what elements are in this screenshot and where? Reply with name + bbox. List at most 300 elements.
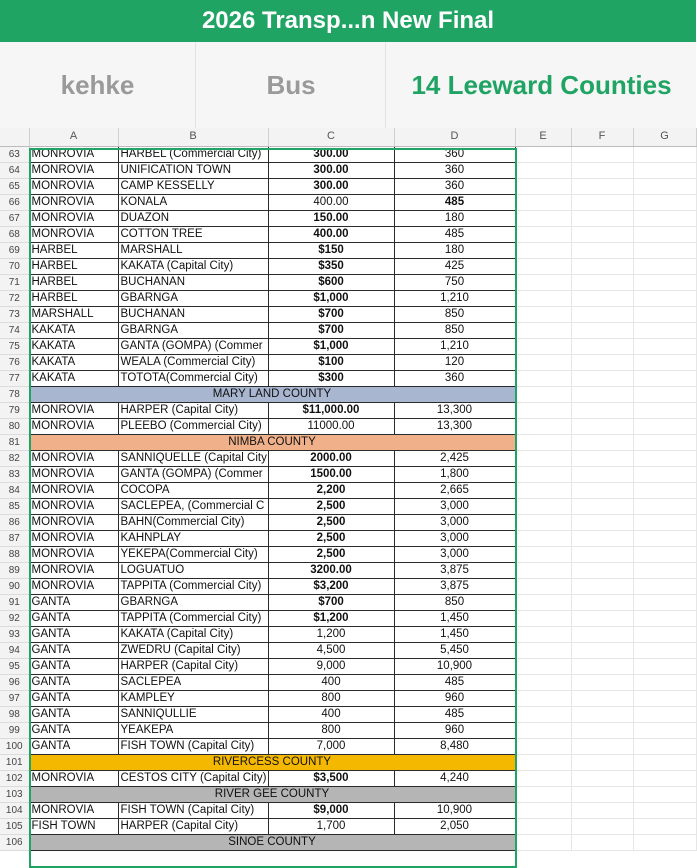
new-fare-cell[interactable]: 3,875 bbox=[394, 578, 515, 594]
empty-cell[interactable] bbox=[633, 834, 696, 850]
new-fare-cell[interactable]: 485 bbox=[394, 706, 515, 722]
empty-cell[interactable] bbox=[515, 594, 571, 610]
tab-kehke[interactable]: kehke bbox=[60, 69, 135, 100]
empty-cell[interactable] bbox=[571, 722, 633, 738]
row-number[interactable]: 76 bbox=[0, 354, 29, 370]
empty-cell[interactable] bbox=[571, 530, 633, 546]
empty-cell[interactable] bbox=[633, 306, 696, 322]
row-number[interactable]: 84 bbox=[0, 482, 29, 498]
empty-cell[interactable] bbox=[571, 482, 633, 498]
destination-cell[interactable]: COCOPA bbox=[118, 482, 268, 498]
empty-cell[interactable] bbox=[633, 162, 696, 178]
empty-cell[interactable] bbox=[515, 658, 571, 674]
new-fare-cell[interactable]: 485 bbox=[394, 226, 515, 242]
origin-cell[interactable]: GANTA bbox=[29, 594, 118, 610]
origin-cell[interactable]: MONROVIA bbox=[29, 194, 118, 210]
empty-cell[interactable] bbox=[633, 354, 696, 370]
empty-cell[interactable] bbox=[515, 354, 571, 370]
empty-cell[interactable] bbox=[515, 674, 571, 690]
row-number[interactable]: 69 bbox=[0, 242, 29, 258]
empty-cell[interactable] bbox=[571, 642, 633, 658]
empty-cell[interactable] bbox=[515, 610, 571, 626]
new-fare-cell[interactable]: 750 bbox=[394, 274, 515, 290]
destination-cell[interactable]: HARBEL (Commercial City) bbox=[118, 146, 268, 162]
empty-cell[interactable] bbox=[633, 610, 696, 626]
empty-cell[interactable] bbox=[571, 658, 633, 674]
new-fare-cell[interactable]: 8,480 bbox=[394, 738, 515, 754]
origin-cell[interactable]: MONROVIA bbox=[29, 418, 118, 434]
empty-cell[interactable] bbox=[571, 514, 633, 530]
row-number[interactable]: 74 bbox=[0, 322, 29, 338]
new-fare-cell[interactable]: 2,050 bbox=[394, 818, 515, 834]
row-number[interactable]: 65 bbox=[0, 178, 29, 194]
empty-cell[interactable] bbox=[633, 674, 696, 690]
destination-cell[interactable]: TOTOTA(Commercial City) bbox=[118, 370, 268, 386]
origin-cell[interactable]: HARBEL bbox=[29, 242, 118, 258]
origin-cell[interactable]: FISH TOWN bbox=[29, 818, 118, 834]
new-fare-cell[interactable]: 850 bbox=[394, 594, 515, 610]
new-fare-cell[interactable]: 850 bbox=[394, 322, 515, 338]
fare-cell[interactable]: 3200.00 bbox=[268, 562, 394, 578]
empty-cell[interactable] bbox=[633, 818, 696, 834]
new-fare-cell[interactable]: 10,900 bbox=[394, 658, 515, 674]
row-number[interactable]: 93 bbox=[0, 626, 29, 642]
destination-cell[interactable]: WEALA (Commercial City) bbox=[118, 354, 268, 370]
empty-cell[interactable] bbox=[633, 418, 696, 434]
destination-cell[interactable]: SACLEPEA, (Commercial C bbox=[118, 498, 268, 514]
new-fare-cell[interactable]: 3,000 bbox=[394, 514, 515, 530]
fare-cell[interactable]: $1,000 bbox=[268, 290, 394, 306]
empty-cell[interactable] bbox=[633, 690, 696, 706]
new-fare-cell[interactable]: 1,450 bbox=[394, 610, 515, 626]
empty-cell[interactable] bbox=[515, 466, 571, 482]
fare-cell[interactable]: $3,200 bbox=[268, 578, 394, 594]
empty-cell[interactable] bbox=[633, 642, 696, 658]
fare-cell[interactable]: $9,000 bbox=[268, 802, 394, 818]
empty-cell[interactable] bbox=[633, 770, 696, 786]
new-fare-cell[interactable]: 360 bbox=[394, 162, 515, 178]
empty-cell[interactable] bbox=[571, 290, 633, 306]
empty-cell[interactable] bbox=[515, 562, 571, 578]
destination-cell[interactable]: LOGUATUO bbox=[118, 562, 268, 578]
column-header-g[interactable]: G bbox=[633, 128, 696, 146]
fare-cell[interactable]: 800 bbox=[268, 722, 394, 738]
origin-cell[interactable]: GANTA bbox=[29, 738, 118, 754]
empty-cell[interactable] bbox=[633, 786, 696, 802]
row-number[interactable]: 64 bbox=[0, 162, 29, 178]
empty-cell[interactable] bbox=[515, 322, 571, 338]
destination-cell[interactable]: GANTA (GOMPA) (Commer bbox=[118, 466, 268, 482]
destination-cell[interactable]: GANTA (GOMPA) (Commer bbox=[118, 338, 268, 354]
empty-cell[interactable] bbox=[571, 594, 633, 610]
origin-cell[interactable]: MONROVIA bbox=[29, 226, 118, 242]
empty-cell[interactable] bbox=[633, 706, 696, 722]
column-header-d[interactable]: D bbox=[394, 128, 515, 146]
origin-cell[interactable]: GANTA bbox=[29, 706, 118, 722]
destination-cell[interactable]: MARSHALL bbox=[118, 242, 268, 258]
empty-cell[interactable] bbox=[633, 258, 696, 274]
fare-cell[interactable]: $150 bbox=[268, 242, 394, 258]
empty-cell[interactable] bbox=[515, 626, 571, 642]
row-number[interactable]: 101 bbox=[0, 754, 29, 770]
destination-cell[interactable]: SACLEPEA bbox=[118, 674, 268, 690]
empty-cell[interactable] bbox=[515, 258, 571, 274]
row-number[interactable]: 72 bbox=[0, 290, 29, 306]
origin-cell[interactable]: MONROVIA bbox=[29, 514, 118, 530]
row-number[interactable]: 97 bbox=[0, 690, 29, 706]
destination-cell[interactable]: CESTOS CITY (Capital City) bbox=[118, 770, 268, 786]
new-fare-cell[interactable]: 4,240 bbox=[394, 770, 515, 786]
empty-cell[interactable] bbox=[571, 322, 633, 338]
fare-cell[interactable]: $1,200 bbox=[268, 610, 394, 626]
destination-cell[interactable]: KONALA bbox=[118, 194, 268, 210]
empty-cell[interactable] bbox=[571, 706, 633, 722]
empty-cell[interactable] bbox=[515, 210, 571, 226]
column-header-b[interactable]: B bbox=[118, 128, 268, 146]
row-number[interactable]: 103 bbox=[0, 786, 29, 802]
origin-cell[interactable]: MONROVIA bbox=[29, 402, 118, 418]
fare-cell[interactable]: $700 bbox=[268, 594, 394, 610]
row-number[interactable]: 102 bbox=[0, 770, 29, 786]
empty-cell[interactable] bbox=[571, 402, 633, 418]
fare-cell[interactable]: $3,500 bbox=[268, 770, 394, 786]
column-header-a[interactable]: A bbox=[29, 128, 118, 146]
empty-cell[interactable] bbox=[571, 466, 633, 482]
destination-cell[interactable]: UNIFICATION TOWN bbox=[118, 162, 268, 178]
empty-cell[interactable] bbox=[515, 274, 571, 290]
empty-cell[interactable] bbox=[515, 578, 571, 594]
empty-cell[interactable] bbox=[633, 386, 696, 402]
empty-cell[interactable] bbox=[633, 434, 696, 450]
fare-cell[interactable]: $700 bbox=[268, 306, 394, 322]
row-number[interactable]: 63 bbox=[0, 146, 29, 162]
fare-cell[interactable]: 400 bbox=[268, 706, 394, 722]
empty-cell[interactable] bbox=[571, 226, 633, 242]
empty-cell[interactable] bbox=[571, 178, 633, 194]
county-section-header[interactable]: RIVERCESS COUNTY bbox=[29, 754, 515, 770]
empty-cell[interactable] bbox=[571, 146, 633, 162]
fare-cell[interactable]: $11,000.00 bbox=[268, 402, 394, 418]
empty-cell[interactable] bbox=[571, 802, 633, 818]
empty-cell[interactable] bbox=[571, 242, 633, 258]
empty-cell[interactable] bbox=[633, 738, 696, 754]
row-number[interactable]: 105 bbox=[0, 818, 29, 834]
empty-cell[interactable] bbox=[515, 338, 571, 354]
empty-cell[interactable] bbox=[633, 658, 696, 674]
empty-cell[interactable] bbox=[515, 482, 571, 498]
fare-cell[interactable]: 1,700 bbox=[268, 818, 394, 834]
empty-cell[interactable] bbox=[571, 626, 633, 642]
empty-cell[interactable] bbox=[515, 546, 571, 562]
destination-cell[interactable]: BAHN(Commercial City) bbox=[118, 514, 268, 530]
origin-cell[interactable]: GANTA bbox=[29, 690, 118, 706]
origin-cell[interactable]: GANTA bbox=[29, 722, 118, 738]
spreadsheet-grid[interactable] bbox=[0, 128, 696, 848]
empty-cell[interactable] bbox=[515, 194, 571, 210]
empty-cell[interactable] bbox=[633, 210, 696, 226]
row-number[interactable]: 98 bbox=[0, 706, 29, 722]
fare-cell[interactable]: 2,500 bbox=[268, 514, 394, 530]
empty-cell[interactable] bbox=[571, 610, 633, 626]
empty-cell[interactable] bbox=[571, 306, 633, 322]
fare-cell[interactable]: 2000.00 bbox=[268, 450, 394, 466]
empty-cell[interactable] bbox=[515, 162, 571, 178]
row-number[interactable]: 85 bbox=[0, 498, 29, 514]
new-fare-cell[interactable]: 1,210 bbox=[394, 290, 515, 306]
row-number[interactable]: 71 bbox=[0, 274, 29, 290]
row-number[interactable]: 66 bbox=[0, 194, 29, 210]
destination-cell[interactable]: COTTON TREE bbox=[118, 226, 268, 242]
empty-cell[interactable] bbox=[633, 290, 696, 306]
tab-14-leeward-counties[interactable]: 14 Leeward Counties bbox=[385, 42, 697, 128]
empty-cell[interactable] bbox=[571, 738, 633, 754]
empty-cell[interactable] bbox=[571, 754, 633, 770]
destination-cell[interactable]: YEAKEPA bbox=[118, 722, 268, 738]
empty-cell[interactable] bbox=[571, 162, 633, 178]
origin-cell[interactable]: KAKATA bbox=[29, 322, 118, 338]
empty-cell[interactable] bbox=[515, 498, 571, 514]
row-number[interactable]: 70 bbox=[0, 258, 29, 274]
empty-cell[interactable] bbox=[515, 818, 571, 834]
origin-cell[interactable]: HARBEL bbox=[29, 274, 118, 290]
empty-cell[interactable] bbox=[515, 722, 571, 738]
empty-cell[interactable] bbox=[633, 322, 696, 338]
new-fare-cell[interactable]: 960 bbox=[394, 722, 515, 738]
empty-cell[interactable] bbox=[571, 546, 633, 562]
destination-cell[interactable]: FISH TOWN (Capital City) bbox=[118, 802, 268, 818]
select-all-corner[interactable] bbox=[0, 128, 29, 146]
row-number[interactable]: 81 bbox=[0, 434, 29, 450]
fare-cell[interactable]: 1,200 bbox=[268, 626, 394, 642]
origin-cell[interactable]: MONROVIA bbox=[29, 498, 118, 514]
fare-cell[interactable]: $350 bbox=[268, 258, 394, 274]
row-number[interactable]: 91 bbox=[0, 594, 29, 610]
destination-cell[interactable]: GBARNGA bbox=[118, 322, 268, 338]
empty-cell[interactable] bbox=[571, 418, 633, 434]
origin-cell[interactable]: HARBEL bbox=[29, 290, 118, 306]
empty-cell[interactable] bbox=[515, 370, 571, 386]
empty-cell[interactable] bbox=[571, 450, 633, 466]
new-fare-cell[interactable]: 2,425 bbox=[394, 450, 515, 466]
new-fare-cell[interactable]: 3,000 bbox=[394, 546, 515, 562]
destination-cell[interactable]: GBARNGA bbox=[118, 290, 268, 306]
new-fare-cell[interactable]: 960 bbox=[394, 690, 515, 706]
row-number[interactable]: 96 bbox=[0, 674, 29, 690]
row-number[interactable]: 90 bbox=[0, 578, 29, 594]
origin-cell[interactable]: KAKATA bbox=[29, 354, 118, 370]
empty-cell[interactable] bbox=[515, 834, 571, 850]
origin-cell[interactable]: MONROVIA bbox=[29, 178, 118, 194]
fare-cell[interactable]: 2,200 bbox=[268, 482, 394, 498]
empty-cell[interactable] bbox=[633, 242, 696, 258]
empty-cell[interactable] bbox=[571, 834, 633, 850]
empty-cell[interactable] bbox=[515, 770, 571, 786]
empty-cell[interactable] bbox=[571, 210, 633, 226]
destination-cell[interactable]: DUAZON bbox=[118, 210, 268, 226]
new-fare-cell[interactable]: 850 bbox=[394, 306, 515, 322]
row-number[interactable]: 88 bbox=[0, 546, 29, 562]
fare-cell[interactable]: 2,500 bbox=[268, 498, 394, 514]
fare-cell[interactable]: 800 bbox=[268, 690, 394, 706]
new-fare-cell[interactable]: 10,900 bbox=[394, 802, 515, 818]
origin-cell[interactable]: HARBEL bbox=[29, 258, 118, 274]
tab-bus[interactable]: Bus bbox=[195, 42, 386, 128]
new-fare-cell[interactable]: 3,000 bbox=[394, 498, 515, 514]
new-fare-cell[interactable]: 425 bbox=[394, 258, 515, 274]
origin-cell[interactable]: MONROVIA bbox=[29, 146, 118, 162]
origin-cell[interactable]: MONROVIA bbox=[29, 162, 118, 178]
origin-cell[interactable]: MONROVIA bbox=[29, 546, 118, 562]
empty-cell[interactable] bbox=[571, 786, 633, 802]
fare-cell[interactable]: 4,500 bbox=[268, 642, 394, 658]
destination-cell[interactable]: SANNIQULLIE bbox=[118, 706, 268, 722]
empty-cell[interactable] bbox=[633, 562, 696, 578]
empty-cell[interactable] bbox=[571, 194, 633, 210]
fare-cell[interactable]: 400.00 bbox=[268, 194, 394, 210]
new-fare-cell[interactable]: 13,300 bbox=[394, 418, 515, 434]
empty-cell[interactable] bbox=[633, 370, 696, 386]
destination-cell[interactable]: KAHNPLAY bbox=[118, 530, 268, 546]
empty-cell[interactable] bbox=[633, 578, 696, 594]
new-fare-cell[interactable]: 1,800 bbox=[394, 466, 515, 482]
empty-cell[interactable] bbox=[515, 450, 571, 466]
empty-cell[interactable] bbox=[571, 370, 633, 386]
empty-cell[interactable] bbox=[633, 754, 696, 770]
empty-cell[interactable] bbox=[571, 578, 633, 594]
empty-cell[interactable] bbox=[571, 386, 633, 402]
origin-cell[interactable]: GANTA bbox=[29, 626, 118, 642]
empty-cell[interactable] bbox=[633, 466, 696, 482]
origin-cell[interactable]: GANTA bbox=[29, 642, 118, 658]
column-header-f[interactable]: F bbox=[571, 128, 633, 146]
empty-cell[interactable] bbox=[515, 754, 571, 770]
destination-cell[interactable]: PLEEBO (Commercial City) bbox=[118, 418, 268, 434]
empty-cell[interactable] bbox=[571, 434, 633, 450]
fare-cell[interactable]: 1500.00 bbox=[268, 466, 394, 482]
origin-cell[interactable]: MONROVIA bbox=[29, 562, 118, 578]
empty-cell[interactable] bbox=[633, 402, 696, 418]
destination-cell[interactable]: TAPPITA (Commercial City) bbox=[118, 578, 268, 594]
destination-cell[interactable]: KAKATA (Capital City) bbox=[118, 626, 268, 642]
destination-cell[interactable]: BUCHANAN bbox=[118, 274, 268, 290]
new-fare-cell[interactable]: 5,450 bbox=[394, 642, 515, 658]
origin-cell[interactable]: GANTA bbox=[29, 610, 118, 626]
empty-cell[interactable] bbox=[515, 802, 571, 818]
fare-cell[interactable]: 300.00 bbox=[268, 178, 394, 194]
column-header-e[interactable]: E bbox=[515, 128, 571, 146]
fare-cell[interactable]: $1,000 bbox=[268, 338, 394, 354]
new-fare-cell[interactable]: 485 bbox=[394, 194, 515, 210]
origin-cell[interactable]: MONROVIA bbox=[29, 450, 118, 466]
destination-cell[interactable]: HARPER (Capital City) bbox=[118, 658, 268, 674]
new-fare-cell[interactable]: 120 bbox=[394, 354, 515, 370]
empty-cell[interactable] bbox=[515, 786, 571, 802]
row-number[interactable]: 68 bbox=[0, 226, 29, 242]
empty-cell[interactable] bbox=[515, 642, 571, 658]
destination-cell[interactable]: ZWEDRU (Capital City) bbox=[118, 642, 268, 658]
row-number[interactable]: 104 bbox=[0, 802, 29, 818]
empty-cell[interactable] bbox=[633, 802, 696, 818]
row-number[interactable]: 79 bbox=[0, 402, 29, 418]
empty-cell[interactable] bbox=[515, 290, 571, 306]
new-fare-cell[interactable]: 360 bbox=[394, 178, 515, 194]
empty-cell[interactable] bbox=[633, 226, 696, 242]
fare-cell[interactable]: 150.00 bbox=[268, 210, 394, 226]
empty-cell[interactable] bbox=[633, 514, 696, 530]
row-number[interactable]: 78 bbox=[0, 386, 29, 402]
origin-cell[interactable]: MARSHALL bbox=[29, 306, 118, 322]
row-number[interactable]: 77 bbox=[0, 370, 29, 386]
fare-cell[interactable]: 300.00 bbox=[268, 162, 394, 178]
county-section-header[interactable]: NIMBA COUNTY bbox=[29, 434, 515, 450]
row-number[interactable]: 95 bbox=[0, 658, 29, 674]
destination-cell[interactable]: YEKEPA(Commercial City) bbox=[118, 546, 268, 562]
new-fare-cell[interactable]: 3,000 bbox=[394, 530, 515, 546]
row-number[interactable]: 87 bbox=[0, 530, 29, 546]
empty-cell[interactable] bbox=[515, 738, 571, 754]
empty-cell[interactable] bbox=[515, 146, 571, 162]
fare-cell[interactable]: 400 bbox=[268, 674, 394, 690]
row-number[interactable]: 106 bbox=[0, 834, 29, 850]
origin-cell[interactable]: KAKATA bbox=[29, 370, 118, 386]
county-section-header[interactable]: MARY LAND COUNTY bbox=[29, 386, 515, 402]
empty-cell[interactable] bbox=[515, 178, 571, 194]
destination-cell[interactable]: KAMPLEY bbox=[118, 690, 268, 706]
empty-cell[interactable] bbox=[515, 690, 571, 706]
fare-cell[interactable]: 9,000 bbox=[268, 658, 394, 674]
empty-cell[interactable] bbox=[633, 498, 696, 514]
fare-cell[interactable]: 2,500 bbox=[268, 530, 394, 546]
empty-cell[interactable] bbox=[633, 450, 696, 466]
empty-cell[interactable] bbox=[633, 546, 696, 562]
fare-cell[interactable]: 400.00 bbox=[268, 226, 394, 242]
new-fare-cell[interactable]: 13,300 bbox=[394, 402, 515, 418]
origin-cell[interactable]: GANTA bbox=[29, 674, 118, 690]
fare-cell[interactable]: $700 bbox=[268, 322, 394, 338]
empty-cell[interactable] bbox=[633, 626, 696, 642]
new-fare-cell[interactable]: 485 bbox=[394, 674, 515, 690]
fare-cell[interactable]: 7,000 bbox=[268, 738, 394, 754]
empty-cell[interactable] bbox=[515, 242, 571, 258]
row-number[interactable]: 86 bbox=[0, 514, 29, 530]
empty-cell[interactable] bbox=[633, 146, 696, 162]
column-header-c[interactable]: C bbox=[268, 128, 394, 146]
row-number[interactable]: 99 bbox=[0, 722, 29, 738]
empty-cell[interactable] bbox=[515, 306, 571, 322]
empty-cell[interactable] bbox=[633, 178, 696, 194]
empty-cell[interactable] bbox=[571, 818, 633, 834]
empty-cell[interactable] bbox=[571, 498, 633, 514]
empty-cell[interactable] bbox=[515, 514, 571, 530]
empty-cell[interactable] bbox=[515, 706, 571, 722]
fare-cell[interactable]: $100 bbox=[268, 354, 394, 370]
destination-cell[interactable]: GBARNGA bbox=[118, 594, 268, 610]
origin-cell[interactable]: MONROVIA bbox=[29, 802, 118, 818]
county-section-header[interactable]: SINOE COUNTY bbox=[29, 834, 515, 850]
origin-cell[interactable]: MONROVIA bbox=[29, 210, 118, 226]
destination-cell[interactable]: SANNIQUELLE (Capital City bbox=[118, 450, 268, 466]
empty-cell[interactable] bbox=[571, 674, 633, 690]
new-fare-cell[interactable]: 180 bbox=[394, 242, 515, 258]
empty-cell[interactable] bbox=[633, 594, 696, 610]
empty-cell[interactable] bbox=[633, 530, 696, 546]
empty-cell[interactable] bbox=[515, 530, 571, 546]
new-fare-cell[interactable]: 180 bbox=[394, 210, 515, 226]
empty-cell[interactable] bbox=[633, 274, 696, 290]
destination-cell[interactable]: KAKATA (Capital City) bbox=[118, 258, 268, 274]
origin-cell[interactable]: MONROVIA bbox=[29, 466, 118, 482]
fare-cell[interactable]: 11000.00 bbox=[268, 418, 394, 434]
